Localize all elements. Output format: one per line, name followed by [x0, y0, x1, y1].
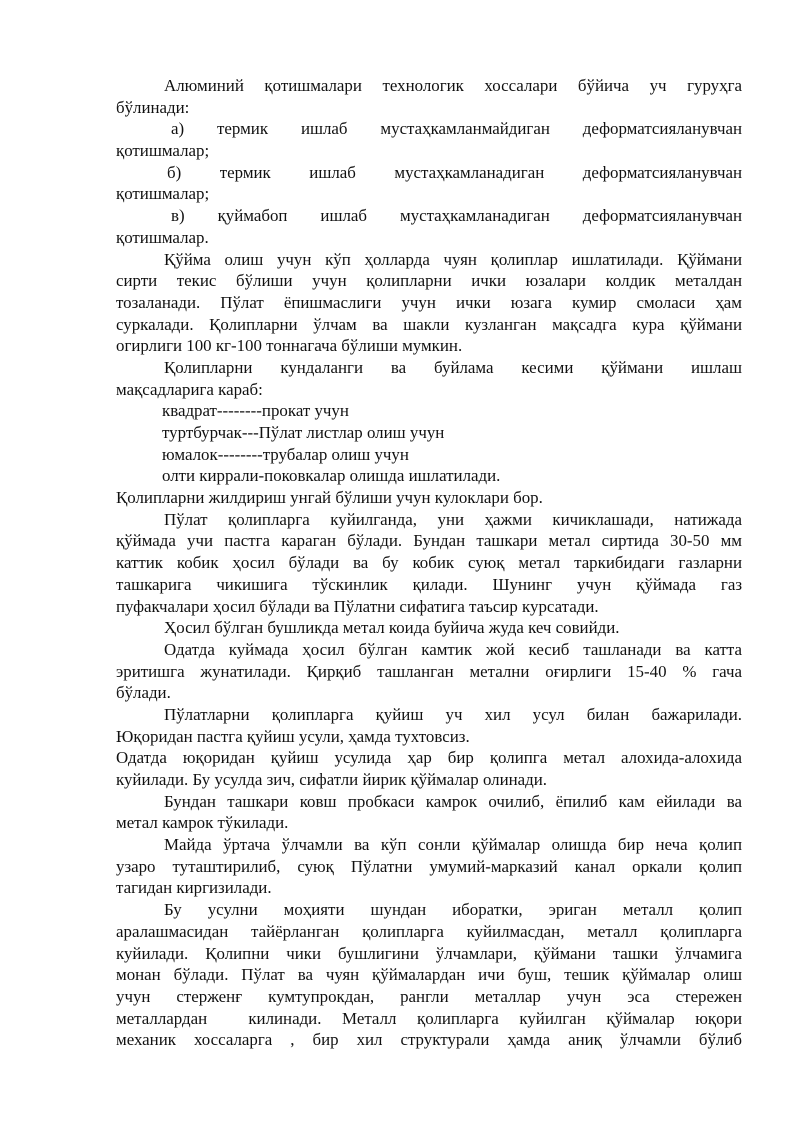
text-line: огирлиги 100 кг-100 тоннагача бўлиши мумкин. [116, 336, 463, 356]
text-line: Алюминий қотишмалари технологик хоссалари бўйича уч гуруҳга [164, 76, 742, 95]
text-line: қўймада учи пастга караган бўлади. Бундан ташкари метал сиртида 30-50 мм [116, 531, 742, 551]
text-line: эритишга жунатилади. Қирқиб ташланган метални оғирлиги 15-40 % гача [116, 661, 742, 681]
text-line: метал камрок тўкилади. [116, 813, 289, 833]
text-line: б) термик ишлаб мустаҳкамланадиган деформатсияланувчан [167, 162, 742, 182]
text-line: Одатда куймада ҳосил бўлган камтик жой кесиб ташланади ва катта [164, 639, 742, 659]
text-line: Бу усулни моҳияти шундан иборатки, эриган металл қолип [164, 900, 742, 920]
text-line: Майда ўртача ўлчамли ва кўп сонли қўймалар олишда бир неча қолип [164, 835, 742, 855]
text-line: қотишмалар; [116, 141, 210, 161]
text-line: суркалади. Қолипларни ўлчам ва шакли кузланган мақсадга кура қўймани [116, 314, 742, 334]
list-item: квадрат--------прокат учун [162, 401, 349, 421]
text-line: аралашмасидан тайёрланган қолипларга куйилмасдан, металл қолипларга [116, 921, 742, 941]
text-line: тагидан киргизилади. [116, 878, 272, 898]
text-line: механик хоссаларга , бир хил структурали ҳамда аниқ ўлчамли бўлиб [116, 1030, 742, 1050]
text-line: Одатда юқоридан қуйиш усулида ҳар бир қолипга метал алохида-алохида [116, 748, 742, 768]
list-item: юмалок--------трубалар олиш учун [162, 444, 409, 464]
text-line: куйилади. Бу усулда зич, сифатли йирик қўймалар олинади. [116, 770, 548, 789]
text-line: Қўйма олиш учун кўп ҳолларда чуян қолиплар ишлатилади. Қўймани [164, 249, 742, 269]
text-line: Қолипларни жилдириш унгай бўлиши учун кулоклари бор. [116, 488, 543, 508]
text-line: Қолипларни кундаланги ва буйлама кесими қўймани ишлаш [164, 357, 742, 377]
text-line: а) термик ишлаб мустаҳкамланмайдиган деформатсияланувчан [171, 119, 742, 139]
text-line: Юқоридан пастга қуйиш усули, ҳамда тухтовсиз. [116, 726, 470, 746]
text-line: Бундан ташкари ковш пробкаси камрок очилиб, ёпилиб кам ейилади ва [164, 791, 742, 811]
text-line: бўлади. [116, 683, 171, 703]
list-item: олти киррали-поковкалар олишда ишлатилади. [162, 466, 501, 486]
list-item: туртбурчак---Пўлат листлар олиш учун [162, 423, 445, 442]
text-line: пуфакчалари ҳосил бўлади ва Пўлатни сифатига таъсир курсатади. [116, 596, 599, 616]
text-line: мақсадларига караб: [116, 379, 263, 399]
text-line: Пўлатларни қолипларга қуйиш уч хил усул билан бажарилади. [164, 704, 742, 724]
text-line: узаро туташтирилиб, суюқ Пўлатни умумий-марказий канал оркали қолип [116, 856, 742, 876]
document-body [116, 75, 742, 1051]
text-line: ташкарига чикишига тўскинлик қилади. Шунинг учун қўймада газ [116, 574, 742, 594]
text-line: куйилади. Қолипни чики бушлигини ўлчамлари, қўймани ташки ўлчамига [116, 943, 742, 963]
text-line: Пўлат қолипларга куйилганда, уни ҳажми кичиклашади, натижада [164, 509, 742, 529]
text-line: қотишмалар; [116, 184, 210, 204]
text-line: сирти текис бўлиши учун қолипларни ички юзалари колдик металдан [116, 271, 742, 291]
text-line: каттик кобик ҳосил бўлади ва бу кобик суюқ метал таркибидаги газларни [116, 553, 742, 573]
text-line: қотишмалар. [116, 227, 209, 247]
text-line: тозаланади. Пўлат ёпишмаслиги учун ички юзага кумир смоласи ҳам [116, 292, 742, 312]
text-line: монан бўлади. Пўлат ва чуян қўймалардан ичи буш, тешик қўймалар олиш [116, 965, 742, 985]
text-line: учун стерженғ кумтупрокдан, рангли металлар учун эса стережен [116, 986, 742, 1006]
text-line: бўлинади: [116, 97, 190, 117]
text-line: в) қуймабоп ишлаб мустаҳкамланадиган деформатсияланувчан [171, 206, 742, 226]
text-line: металлардан килинади. Металл қолипларга куйилган қўймалар юқори [116, 1008, 742, 1028]
text-line: Ҳосил бўлган бушликда метал коида буйича жуда кеч совийди. [164, 618, 620, 638]
